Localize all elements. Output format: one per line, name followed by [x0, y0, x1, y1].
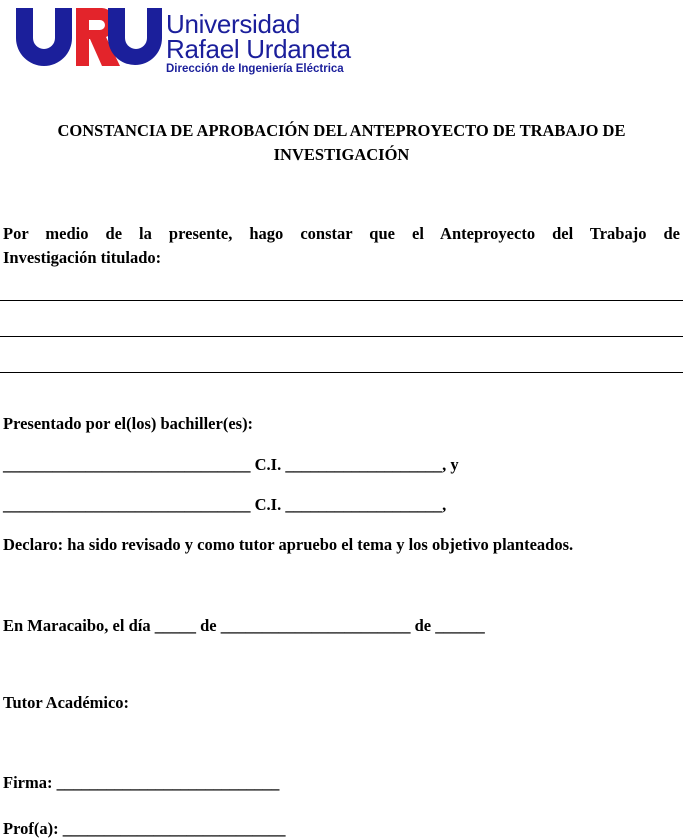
presented-by-label: Presentado por el(los) bachiller(es):	[3, 414, 254, 433]
declaration-text: Declaro: ha sido revisado y como tutor apruebo el tema y los objetivo planteados.	[3, 535, 574, 554]
intro-paragraph	[3, 222, 680, 270]
title-blank-line-2[interactable]	[0, 336, 683, 337]
signature-line[interactable]: Firma: ___________________________	[3, 773, 280, 792]
tutor-label: Tutor Académico:	[3, 693, 130, 712]
university-logo	[14, 6, 359, 78]
document-title	[0, 119, 683, 167]
title-line-1: CONSTANCIA DE APROBACIÓN DEL ANTEPROYECTO DE TRABAJO DE	[57, 121, 626, 140]
intro-line-2: Investigación titulado:	[3, 248, 162, 267]
logo-line-universidad: Universidad	[166, 9, 300, 39]
intro-line-1: Por medio de la presente, hago constar que el Anteproyecto del Trabajo de	[3, 224, 680, 243]
title-line-2: INVESTIGACIÓN	[273, 145, 410, 164]
student-2-line[interactable]: ______________________________ C.I. ___________________,	[3, 495, 447, 514]
title-blank-line-3[interactable]	[0, 372, 683, 373]
logo-line-rafael-urdaneta: Rafael Urdaneta	[166, 34, 351, 64]
student-1-line[interactable]: ______________________________ C.I. ___________________, y	[3, 455, 459, 474]
date-line[interactable]: En Maracaibo, el día _____ de _______________________ de ______	[3, 616, 485, 635]
professor-name-line[interactable]: Prof(a): ___________________________	[3, 819, 286, 838]
logo-line-direccion: Dirección de Ingeniería Eléctrica	[166, 63, 344, 75]
title-blank-line-1[interactable]	[0, 300, 683, 301]
uru-logo-mark	[14, 6, 164, 68]
